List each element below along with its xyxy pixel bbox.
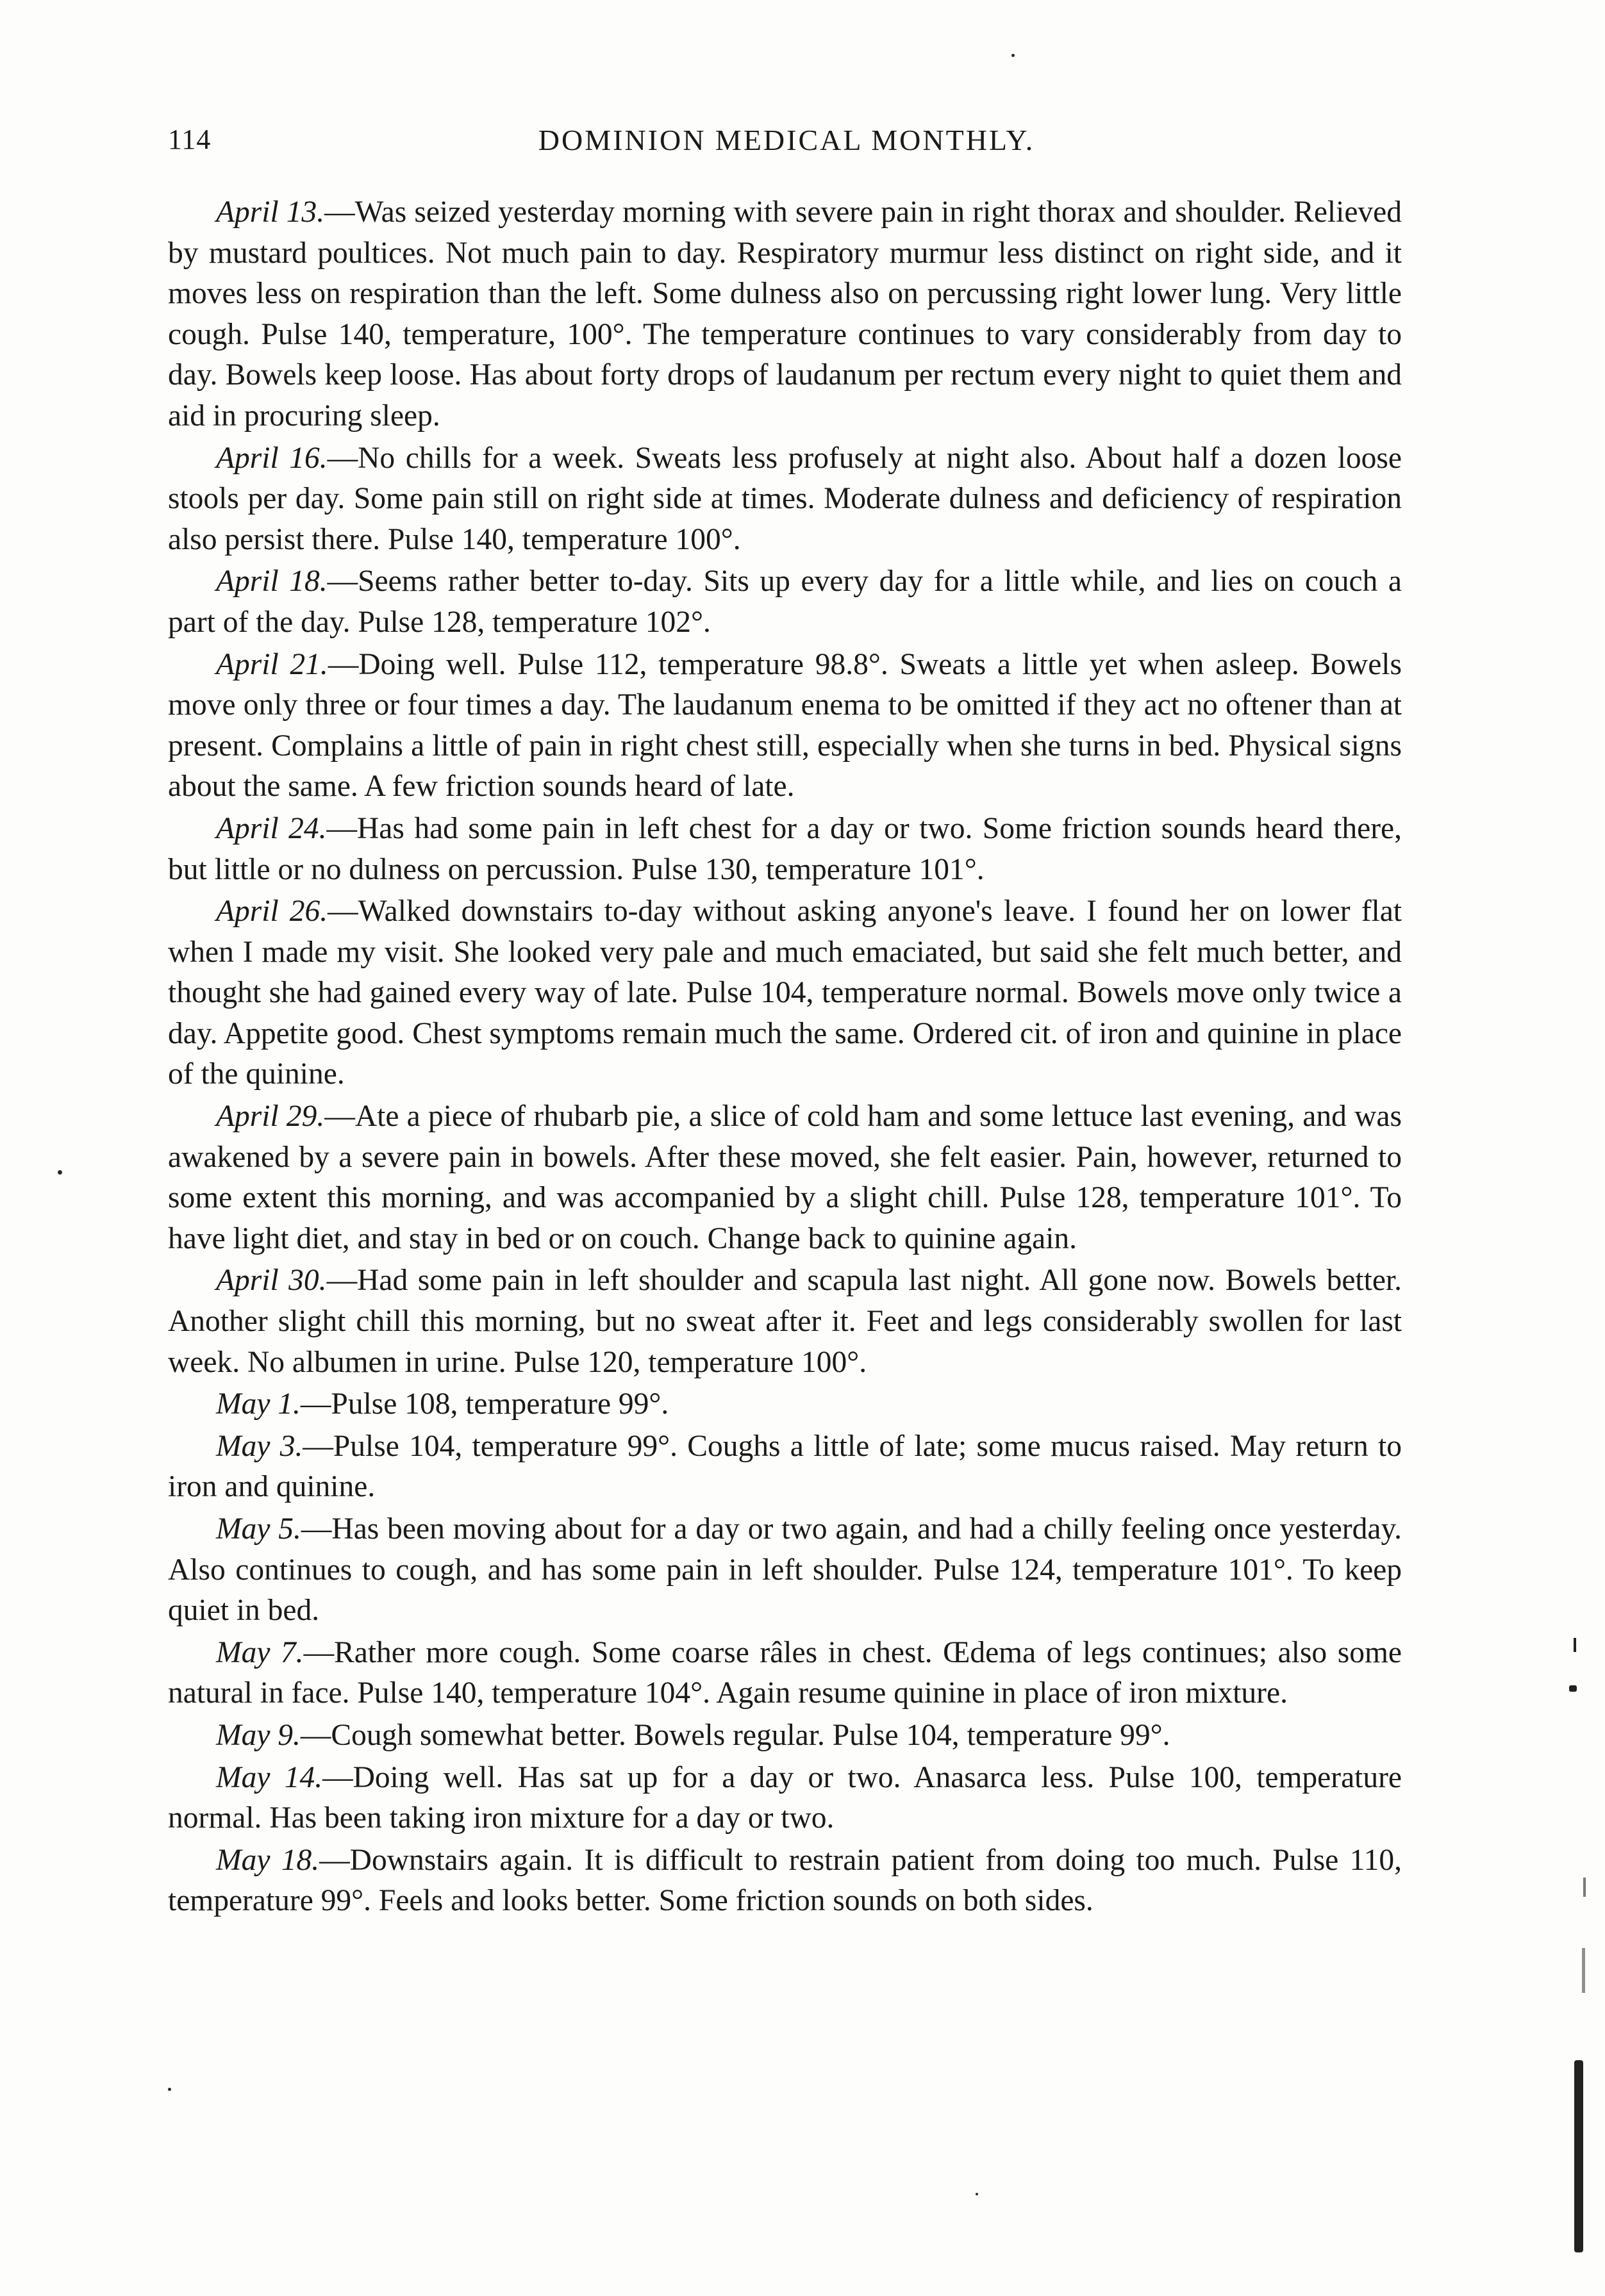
entry-date: May 9.: [216, 1718, 301, 1752]
entry-text: —Downstairs again. It is difficult to restrain patient from doing too much. Pulse 110, temperature 99°. Feels and looks better. Some friction sounds on both sides.: [168, 1843, 1402, 1918]
entry-date: April 16.: [216, 441, 328, 475]
binding-mark: [1582, 1948, 1585, 1993]
binding-mark: [1583, 1878, 1586, 1897]
entry-date: April 30.: [216, 1264, 327, 1298]
scan-speck: [168, 2088, 171, 2091]
entry-text: —Cough somewhat better. Bowels regular. Pulse 104, temperature 99°.: [300, 1718, 1170, 1752]
entry-text: —Has been moving about for a day or two again, and had a chilly feeling once yesterday. Also continues to cough, and has some pain in left shoulder. Pulse 124, temperature 101°. To keep quiet in bed.: [168, 1512, 1402, 1628]
entry-text: —Has had some pain in left chest for a day or two. Some friction sounds heard there, but little or no dulness on percussion. Pulse 130, temperature 101°.: [168, 811, 1402, 886]
entry-date: May 18.: [216, 1843, 320, 1877]
entry-april-30: [168, 1260, 1402, 1383]
binding-mark: [1569, 1685, 1577, 1692]
entry-text: —Walked downstairs to-day without asking anyone's leave. I found her on lower flat when I made my visit. She looked very pale and much emaciated, but said she felt much better, and thought she had gained every way of late. Pulse 104, temperature normal. Bowels move only twice a day. Appetite good. Chest symptoms remain much the same. Ordered cit. of iron and quinine in place of the quinine.: [168, 895, 1402, 1091]
entry-april-21: [168, 645, 1402, 807]
entry-text: —Seems rather better to-day. Sits up every day for a little while, and lies on couch a part of the day. Pulse 128, temperature 102°.: [168, 565, 1402, 639]
entry-date: May 14.: [216, 1760, 323, 1794]
entry-april-16: [168, 438, 1402, 561]
scan-speck: [58, 1170, 62, 1175]
entry-date: May 5.: [216, 1512, 301, 1546]
entry-april-24: [168, 809, 1402, 890]
case-notes: [168, 192, 1402, 1923]
scan-speck: [976, 2193, 978, 2195]
entry-text: —No chills for a week. Sweats less profusely at night also. About half a dozen loose stools per day. Some pain still on right side at times. Moderate dulness and deficiency of respiration also persist there. Pulse 140, temperature 100°.: [168, 441, 1402, 556]
entry-text: —Ate a piece of rhubarb pie, a slice of cold ham and some lettuce last evening, and was awakened by a severe pain in bowels. After these moved, she felt easier. Pain, however, returned to some extent this morning, and was accompanied by a slight chill. Pulse 128, temperature 101°. To have light diet, and stay in bed or on couch. Change back to quinine again.: [168, 1100, 1402, 1255]
entry-date: April 13.: [216, 195, 325, 229]
entry-april-18: [168, 561, 1402, 643]
entry-date: April 26.: [216, 895, 328, 929]
entry-text: —Was seized yesterday morning with severe pain in right thorax and shoulder. Relieved by mustard poultices. Not much pain to day. Respiratory murmur less distinct on right side, and it moves less on respiration than the left. Some dulness also on percussing right lower lung. Very little cough. Pulse 140, temperature, 100°. The temperature continues to vary considerably from day to day. Bowels keep loose. Has about forty drops of laudanum per rectum every night to quiet them and aid in procuring sleep.: [168, 195, 1402, 433]
entry-may-3: [168, 1426, 1402, 1508]
entry-may-9: [168, 1715, 1402, 1756]
entry-date: May 1.: [216, 1387, 301, 1421]
entry-text: —Doing well. Pulse 112, temperature 98.8°. Sweats a little yet when asleep. Bowels move only three or four times a day. The laudanum enema to be omitted if they act no oftener than at present. Complains a little of pain in right chest still, especially when she turns in bed. Physical signs about the same. A few friction sounds heard of late.: [168, 647, 1402, 804]
binding-mark: [1574, 2060, 1583, 2252]
entry-may-18: [168, 1840, 1402, 1922]
page-number: 114: [168, 124, 212, 155]
entry-date: April 21.: [216, 647, 328, 681]
entry-text: —Pulse 108, temperature 99°.: [300, 1387, 669, 1421]
entry-text: —Rather more cough. Some coarse râles in chest. Œdema of legs continues; also some natural in face. Pulse 140, temperature 104°. Again resume quinine in place of iron mixture.: [168, 1635, 1402, 1710]
entry-date: April 18.: [216, 565, 328, 599]
entry-april-13: [168, 192, 1402, 437]
entry-may-14: [168, 1758, 1402, 1839]
entry-may-5: [168, 1509, 1402, 1631]
entry-date: April 24.: [216, 811, 327, 845]
entry-april-29: [168, 1096, 1402, 1259]
journal-title: DOMINION MEDICAL MONTHLY.: [538, 124, 1035, 156]
entry-text: —Doing well. Has sat up for a day or two. Anasarca less. Pulse 100, temperature normal. Has been taking iron mixture for a day or two.: [168, 1760, 1402, 1835]
entry-may-1: [168, 1384, 1402, 1425]
entry-may-7: [168, 1633, 1402, 1714]
entry-date: May 3.: [216, 1429, 303, 1463]
entry-april-26: [168, 891, 1402, 1095]
entry-date: April 29.: [216, 1100, 325, 1134]
entry-text: —Pulse 104, temperature 99°. Coughs a little of late; some mucus raised. May return to iron and quinine.: [168, 1429, 1402, 1504]
entry-text: —Had some pain in left shoulder and scapula last night. All gone now. Bowels better. Another slight chill this morning, but no sweat after it. Feet and legs considerably swollen for last week. No albumen in urine. Pulse 120, temperature 100°.: [168, 1264, 1402, 1379]
binding-mark: [1574, 1638, 1576, 1652]
entry-date: May 7.: [216, 1635, 304, 1669]
running-head: [168, 123, 1405, 168]
scan-speck: [1011, 54, 1015, 57]
